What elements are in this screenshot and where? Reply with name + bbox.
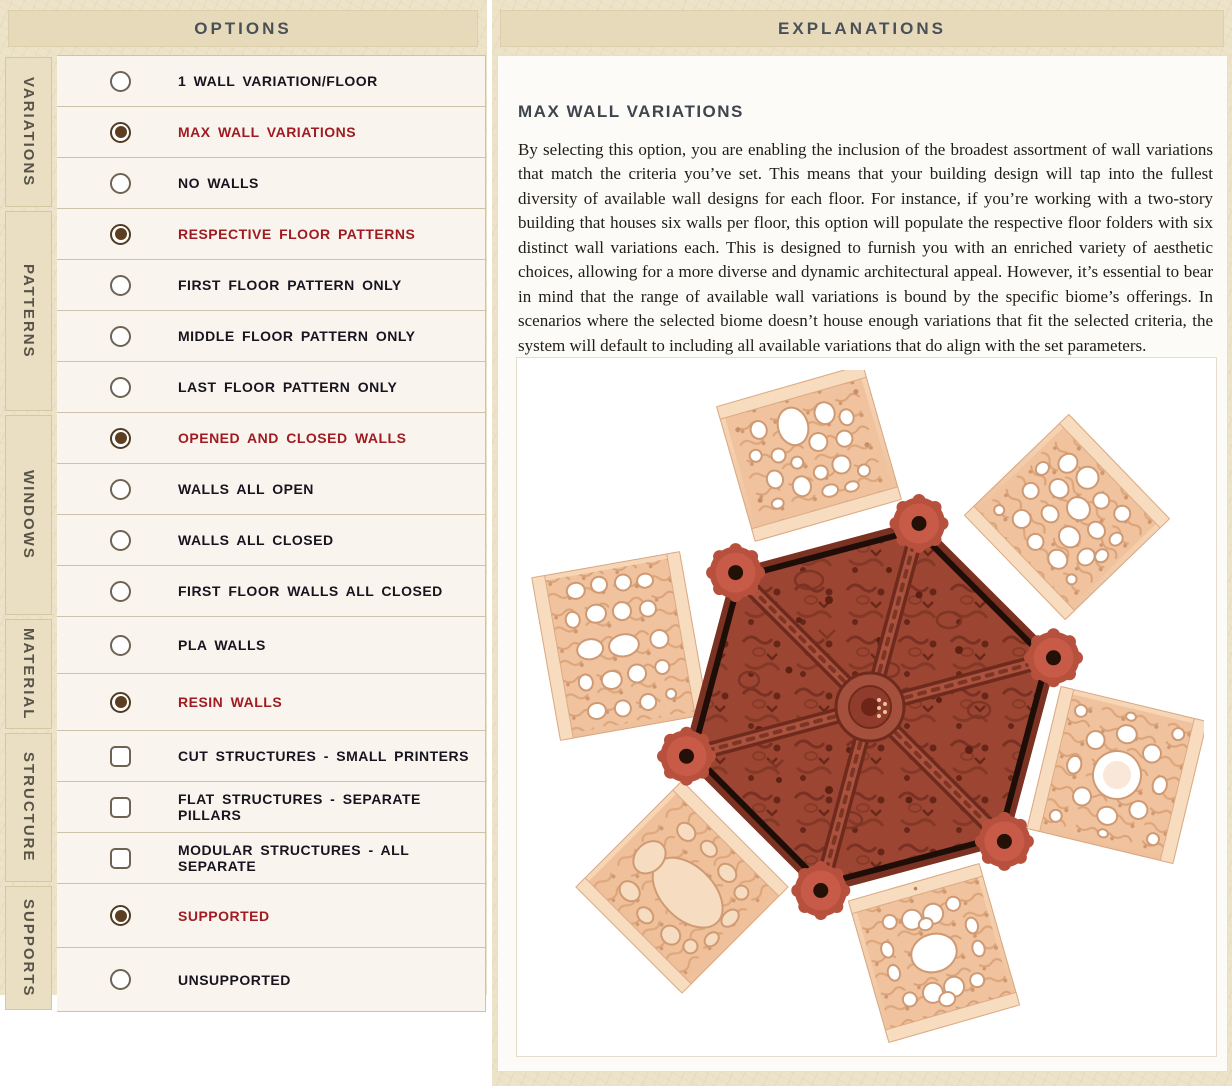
radio-button[interactable] — [110, 581, 131, 602]
group-label-structure — [5, 733, 52, 882]
checkbox[interactable] — [110, 746, 131, 767]
radio-button[interactable] — [110, 530, 131, 551]
option-row[interactable] — [57, 413, 485, 464]
wall-tile-open-1 — [717, 370, 902, 541]
options-title: OPTIONS — [194, 18, 292, 38]
wall-tile-open-3 — [532, 552, 708, 741]
group-label-text: SUPPORTS — [20, 898, 37, 998]
group-rows — [57, 731, 486, 884]
option-label: MODULAR STRUCTURES - ALL SEPARATE — [178, 842, 409, 874]
checkbox[interactable] — [110, 797, 131, 818]
option-label: MAX WALL VARIATIONS — [178, 124, 357, 140]
option-label: UNSUPPORTED — [178, 971, 291, 988]
options-panel — [0, 0, 487, 998]
group-rows — [57, 413, 486, 617]
option-label: FIRST FLOOR PATTERN ONLY — [178, 277, 402, 293]
option-label: MIDDLE FLOOR PATTERN ONLY — [178, 328, 416, 344]
radio-button-selected[interactable] — [110, 692, 131, 713]
option-label: WALLS ALL OPEN — [178, 481, 314, 497]
checkbox[interactable] — [110, 848, 131, 869]
option-row[interactable] — [57, 731, 485, 782]
option-label: PLA WALLS — [178, 637, 266, 653]
group-label-windows — [5, 415, 52, 615]
option-label: SUPPORTED — [178, 907, 270, 924]
option-row[interactable] — [57, 464, 485, 515]
option-label: FIRST FLOOR WALLS ALL CLOSED — [178, 583, 443, 599]
options-group-material — [0, 617, 486, 731]
group-label-material — [5, 619, 52, 729]
options-header — [8, 10, 478, 47]
group-label-text: MATERIAL — [20, 627, 37, 721]
group-rows — [57, 884, 486, 1012]
group-rows — [57, 209, 486, 413]
group-label-text: WINDOWS — [20, 470, 37, 560]
option-row[interactable] — [57, 617, 485, 674]
option-label: NO WALLS — [178, 175, 259, 191]
explanations-title: EXPLANATIONS — [778, 18, 946, 38]
wall-tile-open-2 — [964, 414, 1169, 619]
option-label: WALLS ALL CLOSED — [178, 532, 334, 548]
radio-button-selected[interactable] — [110, 428, 131, 449]
radio-button[interactable] — [110, 275, 131, 296]
options-group-structure — [0, 731, 486, 884]
option-row[interactable] — [57, 56, 485, 107]
illustration-box — [516, 357, 1217, 1057]
option-label: RESPECTIVE FLOOR PATTERNS — [178, 226, 416, 242]
option-label: OPENED AND CLOSED WALLS — [178, 430, 407, 446]
option-label: CUT STRUCTURES - SMALL PRINTERS — [178, 748, 469, 764]
wall-tile-open-5 — [848, 864, 1019, 1043]
option-row[interactable] — [57, 515, 485, 566]
group-label-text: VARIATIONS — [20, 76, 37, 188]
option-row[interactable] — [57, 311, 485, 362]
option-label: LAST FLOOR PATTERN ONLY — [178, 379, 398, 395]
option-row[interactable] — [57, 260, 485, 311]
radio-button[interactable] — [110, 326, 131, 347]
radio-button[interactable] — [110, 479, 131, 500]
explanations-header — [500, 10, 1224, 47]
group-label-patterns — [5, 211, 52, 411]
radio-button-selected[interactable] — [110, 122, 131, 143]
option-row[interactable] — [57, 209, 485, 260]
option-row[interactable] — [57, 107, 485, 158]
options-group-windows — [0, 413, 486, 617]
group-label-variations — [5, 57, 52, 207]
option-row[interactable] — [57, 833, 485, 884]
explanations-panel — [492, 0, 1232, 1086]
explanation-body: By selecting this option, you are enabling the inclusion of the broadest assortment of wall variations that match the criteria you’ve set. This means that your building design will tap into the fullest diversity of available wall designs for each floor. For instance, if you’re working with a two-story building that houses six walls per floor, this option will populate the respective floor folders with six distinct wall variations each. This is designed to furnish you with an enriched variety of aesthetic choices, allowing for a more diverse and dynamic architectural appeal. However, it’s essential to bear in mind that the range of available wall variations is bound by the specific biome’s offerings. In scenarios where the selected biome doesn’t house enough variations that fit the selected criteria, the system will default to including all available variations that do align with the set parameters. — [518, 140, 1213, 355]
option-row[interactable] — [57, 158, 485, 209]
option-row[interactable] — [57, 948, 485, 1012]
option-row[interactable] — [57, 566, 485, 617]
radio-button-selected[interactable] — [110, 224, 131, 245]
option-label: RESIN WALLS — [178, 694, 283, 710]
options-groups — [0, 55, 486, 1012]
group-rows — [57, 55, 486, 209]
group-rows — [57, 617, 486, 731]
options-group-variations — [0, 55, 486, 209]
group-label-text: PATTERNS — [20, 263, 37, 359]
radio-button-selected[interactable] — [110, 905, 131, 926]
radio-button[interactable] — [110, 377, 131, 398]
option-row[interactable] — [57, 884, 485, 948]
radio-button[interactable] — [110, 969, 131, 990]
group-label-supports — [5, 886, 52, 1010]
group-label-text: STRUCTURE — [20, 752, 37, 863]
wall-variations-illustration — [529, 370, 1204, 1044]
radio-button[interactable] — [110, 71, 131, 92]
option-row[interactable] — [57, 674, 485, 731]
radio-button[interactable] — [110, 635, 131, 656]
options-group-supports — [0, 884, 486, 1012]
options-group-patterns — [0, 209, 486, 413]
section-title: MAX WALL VARIATIONS — [518, 102, 744, 121]
explanations-content — [497, 55, 1228, 1072]
option-row[interactable] — [57, 362, 485, 413]
option-label: 1 WALL VARIATION/FLOOR — [178, 73, 378, 89]
option-label: FLAT STRUCTURES - SEPARATE PILLARS — [178, 791, 421, 823]
option-row[interactable] — [57, 782, 485, 833]
radio-button[interactable] — [110, 173, 131, 194]
wall-tile-open-4 — [1027, 687, 1204, 864]
